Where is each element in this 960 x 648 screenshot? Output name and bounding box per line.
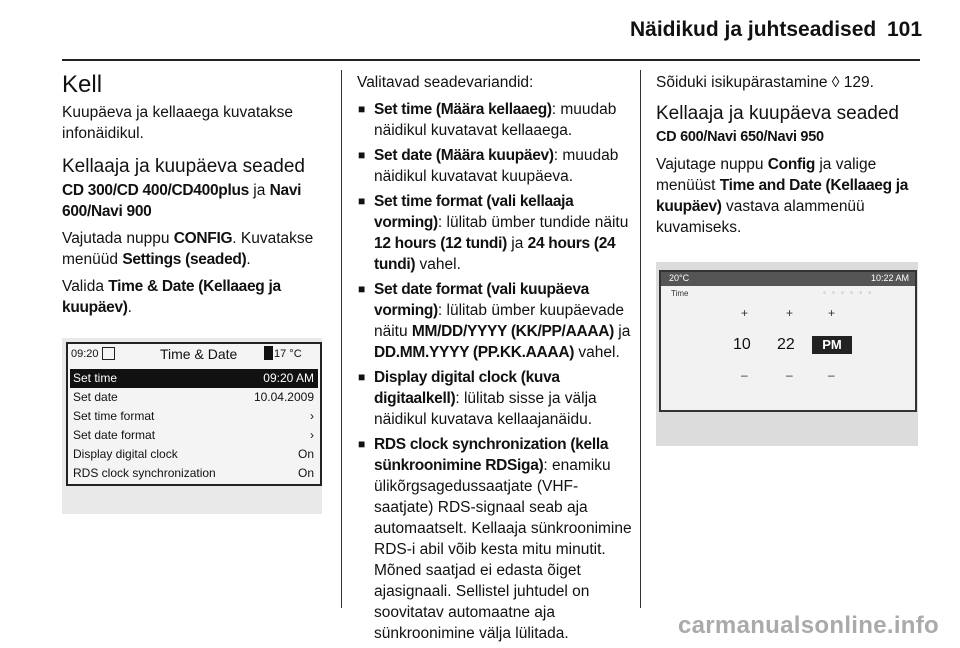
column-1 xyxy=(62,72,330,324)
ampm-value: PM xyxy=(812,336,852,354)
ampm-down-icon: – xyxy=(828,368,835,382)
row-label: Set date xyxy=(73,390,118,404)
intro-text: Kuupäeva ja kellaaega kuvatakse infonäidikul. xyxy=(62,104,293,142)
column-divider xyxy=(640,70,641,608)
row-label: RDS clock synchronization xyxy=(73,466,216,480)
menu-row-set-time xyxy=(70,369,318,388)
option-desc: : muudab näidikul kuvatavat kellaaega. xyxy=(374,101,617,139)
option-value: MM/DD/YYYY (KK/PP/AAAA) xyxy=(411,323,614,340)
thermometer-icon xyxy=(264,346,273,360)
menu-row-display-digital-clock xyxy=(70,445,318,464)
text-run: vastava alammenüü kuvamiseks. xyxy=(656,198,865,236)
header-title: Näidikud ja juhtseadised xyxy=(630,18,877,41)
text-run: . xyxy=(246,251,251,268)
option-desc: ja xyxy=(506,235,528,252)
conjunction: ja xyxy=(248,182,270,199)
display-subtitle: Time xyxy=(671,289,689,298)
models-line: CD 600/Navi 650/Navi 950 xyxy=(656,129,824,145)
button-name: CONFIG xyxy=(173,230,233,247)
list-item xyxy=(357,279,632,363)
row-label: Set time xyxy=(73,371,118,385)
models-line xyxy=(62,180,330,222)
page-header xyxy=(0,0,960,60)
row-value: 09:20 AM xyxy=(263,371,314,385)
list-item xyxy=(357,191,632,275)
option-name: Display digital clock (kuva digitaalkell) xyxy=(374,369,560,407)
instruction-1 xyxy=(62,228,330,270)
text-run: Valida xyxy=(62,278,109,295)
row-label: Set date format xyxy=(73,428,156,442)
menu-row-rds-sync xyxy=(70,464,318,483)
text-run: ja valige menüüst xyxy=(656,156,877,194)
list-item xyxy=(357,145,632,187)
option-desc: : lülitab ümber kuupäevade näitu xyxy=(374,302,625,340)
watermark: carmanualsonline.info xyxy=(678,612,940,639)
display-status-bar xyxy=(68,344,320,366)
option-value: DD.MM.YYYY (PP.KK.AAAA) xyxy=(374,344,575,361)
option-desc: : lülitab ümber tundide näitu xyxy=(437,214,629,231)
chevron-right-icon: › xyxy=(310,409,314,423)
display-time: 09:20 xyxy=(71,348,99,360)
model-name: CD 300/CD 400/CD400plus xyxy=(62,182,249,199)
row-label: Set time format xyxy=(73,409,155,423)
display-temperature: 20°C xyxy=(669,273,690,283)
row-label: Display digital clock xyxy=(73,447,178,461)
option-desc: : enamiku ülikõrgsagedussaatjate (VHF-saatjate) RDS-signaal seab aja automaatselt. Kellaaja sünkroonimine RDS-i abil võib kesta mitu minutit. Mõned saatjad ei edasta õiget ajasignaali. Sellistel juhtudel on soovitatav automaatne aja sünkroonimine välja lülitada. xyxy=(374,457,632,642)
minute-up-icon: + xyxy=(786,306,794,320)
button-name: Config xyxy=(767,156,816,173)
list-item xyxy=(357,434,632,644)
instruction-2 xyxy=(62,276,330,318)
option-name: RDS clock synchronization (kella sünkroonimine RDSiga) xyxy=(374,436,609,474)
minute-value: 22 xyxy=(777,336,795,353)
menu-row-set-time-format xyxy=(70,407,318,426)
display-title: Time & Date xyxy=(160,346,238,362)
option-desc: vahel. xyxy=(574,344,620,361)
hour-down-icon: – xyxy=(741,368,748,382)
menu-name: Time & Date (Kellaaeg ja kuupäev) xyxy=(62,278,281,316)
option-desc: : lülitab sisse ja välja näidikul kuvatava kellaajanäidu. xyxy=(374,390,597,428)
option-name: Set date format (vali kuupäeva vorming) xyxy=(374,281,589,319)
row-value: 10.04.2009 xyxy=(253,390,314,404)
display-status-bar xyxy=(661,272,915,286)
subsection-title: Kellaaja ja kuupäeva seaded xyxy=(62,156,305,177)
option-desc: : muudab näidikul kuvatavat kuupäeva. xyxy=(374,147,619,185)
options-list xyxy=(357,99,632,644)
row-value: On xyxy=(297,447,314,461)
model-name: Navi 600/Navi 900 xyxy=(62,182,302,220)
list-item xyxy=(357,367,632,430)
subsection-title: Kellaaja ja kuupäeva seaded xyxy=(656,103,899,124)
menu-row-set-date-format xyxy=(70,426,318,445)
instruction-3 xyxy=(656,154,924,238)
minute-down-icon: – xyxy=(786,368,793,382)
menu-name: Time and Date (Kellaaeg ja kuupäev) xyxy=(656,177,909,215)
row-value: On xyxy=(297,466,314,480)
option-desc: vahel. xyxy=(415,256,461,273)
header-rule xyxy=(62,59,920,61)
option-name: Set time (Määra kellaaeg) xyxy=(374,101,552,118)
hour-value: 10 xyxy=(733,336,751,353)
status-icons: ◦ ◦ ◦ ◦ ◦ ◦ xyxy=(823,288,874,297)
display-frame xyxy=(66,342,322,486)
ampm-up-icon: + xyxy=(828,306,836,320)
time-set-screen-image xyxy=(656,262,918,446)
options-intro: Valitavad seadevariandid: xyxy=(357,74,534,91)
text-run: Vajutage nuppu xyxy=(656,156,768,173)
column-divider xyxy=(341,70,342,608)
display-temperature: 17 °C xyxy=(274,348,302,360)
display-time: 10:22 AM xyxy=(870,273,909,283)
clock-icon xyxy=(102,347,115,360)
text-run: . Kuvatakse menüüd xyxy=(62,230,314,268)
text-run: Vajutada nuppu xyxy=(62,230,174,247)
column-3 xyxy=(656,72,924,244)
text-run: . xyxy=(127,299,132,316)
column-2 xyxy=(357,72,632,648)
menu-name: Settings (seaded) xyxy=(122,251,247,268)
option-name: Set date (Määra kuupäev) xyxy=(374,147,554,164)
option-name: Set time format (vali kellaaja vorming) xyxy=(374,193,574,231)
page-number: 101 xyxy=(887,18,923,41)
option-desc: ja xyxy=(614,323,631,340)
hour-up-icon: + xyxy=(741,306,749,320)
list-item xyxy=(357,99,632,141)
option-value: 24 hours (24 tundi) xyxy=(374,235,616,273)
option-value: 12 hours (12 tundi) xyxy=(374,235,507,252)
menu-row-set-date xyxy=(70,388,318,407)
time-date-screen-image xyxy=(62,338,322,514)
cross-reference[interactable]: Sõiduki isikupärastamine ◊ 129. xyxy=(656,74,874,91)
chevron-right-icon: › xyxy=(310,428,314,442)
display-frame xyxy=(659,270,917,412)
section-title: Kell xyxy=(62,71,103,98)
